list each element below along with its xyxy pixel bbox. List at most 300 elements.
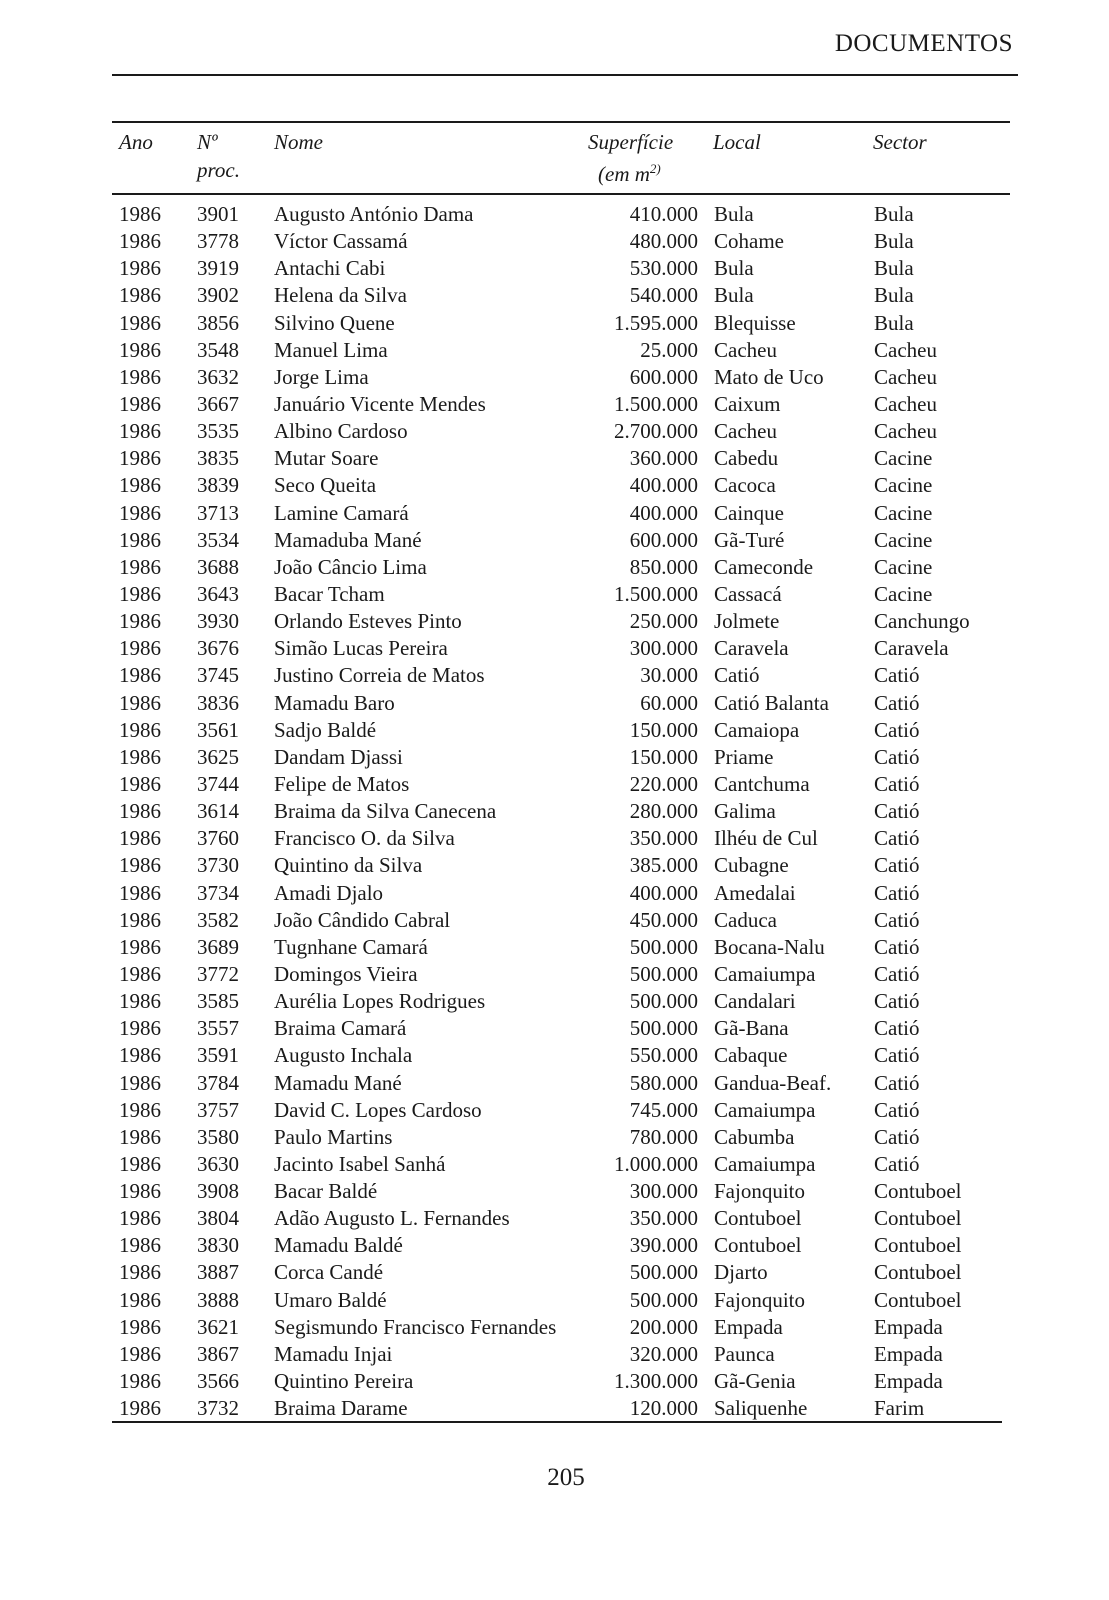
table-row (0, 907, 1109, 934)
cell-proc: 3535 (197, 419, 239, 444)
cell-proc: 3625 (197, 744, 239, 769)
cell-ano: 1986 (119, 1233, 161, 1258)
cell-ano: 1986 (119, 799, 161, 824)
cell-superficie: 500.000 (629, 1260, 698, 1285)
cell-superficie: 150.000 (629, 744, 698, 769)
cell-local: Cacheu (714, 419, 777, 444)
cell-ano: 1986 (119, 554, 161, 579)
cell-sector: Cacine (874, 473, 933, 498)
cell-ano: 1986 (119, 1206, 161, 1231)
cell-superficie: 480.000 (629, 229, 698, 254)
cell-nome: Jacinto Isabel Sanhá (274, 1151, 446, 1176)
cell-proc: 3614 (197, 799, 239, 824)
cell-superficie: 220.000 (629, 771, 698, 796)
cell-ano: 1986 (119, 1124, 161, 1149)
cell-superficie: 1.595.000 (614, 310, 698, 335)
cell-nome: João Cândido Cabral (274, 907, 451, 932)
cell-superficie: 450.000 (629, 907, 698, 932)
cell-proc: 3557 (197, 1016, 239, 1041)
cell-superficie: 1.500.000 (614, 581, 698, 606)
cell-superficie: 580.000 (629, 1070, 698, 1095)
table-row (0, 798, 1109, 825)
cell-superficie: 400.000 (629, 473, 698, 498)
cell-ano: 1986 (119, 1287, 161, 1312)
cell-local: Candalari (714, 989, 796, 1014)
cell-nome: Segismundo Francisco Fernandes (274, 1314, 557, 1339)
cell-proc: 3730 (197, 853, 239, 878)
cell-superficie: 745.000 (629, 1097, 698, 1122)
cell-local: Camaiumpa (714, 961, 816, 986)
cell-ano: 1986 (119, 1097, 161, 1122)
cell-proc: 3887 (197, 1260, 239, 1285)
cell-ano: 1986 (119, 364, 161, 389)
cell-nome: David C. Lopes Cardoso (274, 1097, 482, 1122)
cell-local: Cameconde (714, 554, 814, 579)
cell-nome: Albino Cardoso (274, 419, 408, 444)
cell-sector: Contuboel (874, 1260, 962, 1285)
cell-local: Cantchuma (714, 771, 810, 796)
table-row (0, 472, 1109, 499)
cell-local: Contuboel (714, 1233, 802, 1258)
cell-ano: 1986 (119, 636, 161, 661)
cell-ano: 1986 (119, 419, 161, 444)
table-row (0, 1341, 1109, 1368)
cell-nome: Adão Augusto L. Fernandes (274, 1206, 510, 1231)
cell-local: Bula (714, 283, 754, 308)
table-row (0, 527, 1109, 554)
cell-nome: Paulo Martins (274, 1124, 393, 1149)
cell-ano: 1986 (119, 1151, 161, 1176)
cell-nome: Lamine Camará (274, 500, 409, 525)
cell-ano: 1986 (119, 1369, 161, 1394)
cell-local: Cubagne (714, 853, 789, 878)
cell-sector: Bula (874, 310, 914, 335)
cell-superficie: 500.000 (629, 934, 698, 959)
cell-proc: 3632 (197, 364, 239, 389)
header-nome: Nome (274, 130, 323, 154)
cell-nome: Umaro Baldé (274, 1287, 387, 1312)
table-row (0, 662, 1109, 689)
table-row (0, 1015, 1109, 1042)
table-row (0, 581, 1109, 608)
cell-ano: 1986 (119, 744, 161, 769)
cell-local: Blequisse (714, 310, 796, 335)
table-row (0, 608, 1109, 635)
cell-sector: Cacheu (874, 419, 937, 444)
cell-sector: Cacine (874, 554, 933, 579)
table-row (0, 961, 1109, 988)
cell-proc: 3760 (197, 826, 239, 851)
cell-nome: Mamaduba Mané (274, 527, 422, 552)
cell-ano: 1986 (119, 1396, 161, 1421)
cell-sector: Contuboel (874, 1179, 962, 1204)
cell-ano: 1986 (119, 1314, 161, 1339)
cell-nome: Orlando Esteves Pinto (274, 609, 462, 634)
cell-proc: 3732 (197, 1396, 239, 1421)
cell-superficie: 60.000 (640, 690, 698, 715)
cell-sector: Bula (874, 256, 914, 281)
cell-local: Bula (714, 202, 754, 226)
table-row (0, 1042, 1109, 1069)
cell-local: Jolmete (714, 609, 780, 634)
cell-sector: Catió (874, 771, 920, 796)
cell-ano: 1986 (119, 1070, 161, 1095)
cell-local: Caduca (714, 907, 777, 932)
unit-prefix: (em m (598, 162, 650, 186)
cell-nome: Aurélia Lopes Rodrigues (274, 989, 486, 1014)
header-superficie: Superfície (588, 130, 674, 154)
cell-sector: Empada (874, 1341, 943, 1366)
table-row (0, 255, 1109, 282)
cell-superficie: 150.000 (629, 717, 698, 742)
table-header-rule (112, 193, 1010, 195)
cell-nome: Francisco O. da Silva (274, 826, 455, 851)
header-superficie-unit (598, 161, 661, 187)
cell-nome: Mamadu Mané (274, 1070, 402, 1095)
cell-superficie: 1.500.000 (614, 391, 698, 416)
cell-ano: 1986 (119, 527, 161, 552)
cell-nome: Manuel Lima (274, 337, 388, 362)
cell-nome: Braima Camará (274, 1016, 407, 1041)
cell-local: Bula (714, 256, 754, 281)
cell-superficie: 780.000 (629, 1124, 698, 1149)
cell-ano: 1986 (119, 500, 161, 525)
cell-local: Empada (714, 1314, 783, 1339)
cell-local: Ilhéu de Cul (714, 826, 818, 851)
table-top-rule (112, 121, 1010, 123)
cell-local: Gã-Bana (714, 1016, 789, 1041)
cell-sector: Catió (874, 1070, 920, 1095)
table-row (0, 1368, 1109, 1395)
cell-local: Fajonquito (714, 1179, 806, 1204)
cell-sector: Catió (874, 1016, 920, 1041)
cell-local: Catió (714, 663, 760, 688)
cell-superficie: 2.700.000 (614, 419, 698, 444)
table-row (0, 445, 1109, 472)
table-row (0, 418, 1109, 445)
table-row (0, 988, 1109, 1015)
header-local: Local (713, 130, 761, 154)
table-body (0, 201, 1109, 1422)
running-head: DOCUMENTOS (834, 30, 1013, 57)
header-no: Nº (197, 130, 218, 154)
cell-sector: Contuboel (874, 1287, 962, 1312)
cell-superficie: 250.000 (629, 609, 698, 634)
cell-nome: Sadjo Baldé (274, 717, 377, 742)
cell-ano: 1986 (119, 663, 161, 688)
cell-nome: Amadi Djalo (274, 880, 384, 905)
cell-superficie: 600.000 (629, 364, 698, 389)
cell-proc: 3778 (197, 229, 239, 254)
cell-ano: 1986 (119, 202, 161, 226)
cell-superficie: 350.000 (629, 826, 698, 851)
cell-local: Cassacá (714, 581, 782, 606)
cell-local: Gã-Genia (714, 1369, 796, 1394)
table-row (0, 852, 1109, 879)
cell-nome: Felipe de Matos (274, 771, 410, 796)
cell-superficie: 25.000 (640, 337, 698, 362)
cell-local: Mato de Uco (714, 364, 824, 389)
cell-nome: Antachi Cabi (274, 256, 386, 281)
table-row (0, 310, 1109, 337)
cell-sector: Bula (874, 283, 914, 308)
cell-ano: 1986 (119, 907, 161, 932)
cell-superficie: 390.000 (629, 1233, 698, 1258)
cell-sector: Catió (874, 1097, 920, 1122)
cell-nome: Silvino Quene (274, 310, 395, 335)
cell-ano: 1986 (119, 337, 161, 362)
cell-proc: 3621 (197, 1314, 239, 1339)
cell-sector: Catió (874, 744, 920, 769)
cell-sector: Catió (874, 853, 920, 878)
cell-superficie: 320.000 (629, 1341, 698, 1366)
cell-superficie: 400.000 (629, 880, 698, 905)
cell-proc: 3804 (197, 1206, 239, 1231)
cell-ano: 1986 (119, 1260, 161, 1285)
cell-proc: 3867 (197, 1341, 239, 1366)
cell-nome: Quintino da Silva (274, 853, 423, 878)
cell-proc: 3919 (197, 256, 239, 281)
cell-proc: 3745 (197, 663, 239, 688)
cell-proc: 3643 (197, 581, 239, 606)
cell-local: Cacheu (714, 337, 777, 362)
cell-local: Amedalai (714, 880, 796, 905)
table-row (0, 717, 1109, 744)
cell-superficie: 200.000 (629, 1314, 698, 1339)
cell-proc: 3667 (197, 391, 239, 416)
cell-local: Cohame (714, 229, 784, 254)
cell-proc: 3585 (197, 989, 239, 1014)
cell-sector: Bula (874, 202, 914, 226)
cell-proc: 3688 (197, 554, 239, 579)
table-row (0, 744, 1109, 771)
cell-sector: Catió (874, 961, 920, 986)
cell-superficie: 530.000 (629, 256, 698, 281)
cell-superficie: 1.300.000 (614, 1369, 698, 1394)
table-row (0, 1259, 1109, 1286)
unit-exponent: 2) (649, 161, 661, 176)
cell-local: Cabaque (714, 1043, 788, 1068)
table-row (0, 1178, 1109, 1205)
table-row (0, 934, 1109, 961)
cell-local: Fajonquito (714, 1287, 806, 1312)
cell-nome: Domingos Vieira (274, 961, 418, 986)
cell-proc: 3582 (197, 907, 239, 932)
cell-ano: 1986 (119, 880, 161, 905)
table-row (0, 337, 1109, 364)
header-ano: Ano (119, 130, 153, 154)
cell-superficie: 500.000 (629, 961, 698, 986)
cell-local: Priame (714, 744, 774, 769)
table-row (0, 1314, 1109, 1341)
cell-proc: 3908 (197, 1179, 239, 1204)
cell-local: Contuboel (714, 1206, 802, 1231)
cell-ano: 1986 (119, 446, 161, 471)
cell-proc: 3784 (197, 1070, 239, 1095)
cell-superficie: 360.000 (629, 446, 698, 471)
cell-local: Galima (714, 799, 776, 824)
cell-proc: 3561 (197, 717, 239, 742)
cell-nome: Augusto António Dama (274, 202, 474, 226)
cell-proc: 3836 (197, 690, 239, 715)
cell-nome: Mutar Soare (274, 446, 379, 471)
cell-superficie: 400.000 (629, 500, 698, 525)
cell-superficie: 850.000 (629, 554, 698, 579)
cell-sector: Contuboel (874, 1206, 962, 1231)
cell-nome: Quintino Pereira (274, 1369, 414, 1394)
cell-superficie: 350.000 (629, 1206, 698, 1231)
table-row (0, 1395, 1109, 1422)
cell-proc: 3734 (197, 880, 239, 905)
cell-proc: 3630 (197, 1151, 239, 1176)
cell-superficie: 280.000 (629, 799, 698, 824)
cell-proc: 3856 (197, 310, 239, 335)
cell-local: Cacoca (714, 473, 776, 498)
page-number: 205 (547, 1464, 585, 1491)
cell-ano: 1986 (119, 1341, 161, 1366)
cell-proc: 3930 (197, 609, 239, 634)
cell-proc: 3830 (197, 1233, 239, 1258)
cell-proc: 3902 (197, 283, 239, 308)
cell-ano: 1986 (119, 283, 161, 308)
cell-sector: Catió (874, 1043, 920, 1068)
cell-proc: 3888 (197, 1287, 239, 1312)
cell-local: Paunca (714, 1341, 775, 1366)
table-row (0, 1205, 1109, 1232)
cell-local: Caixum (714, 391, 781, 416)
table-row (0, 554, 1109, 581)
cell-ano: 1986 (119, 717, 161, 742)
table-row (0, 282, 1109, 309)
cell-nome: Braima da Silva Canecena (274, 799, 497, 824)
cell-superficie: 30.000 (640, 663, 698, 688)
cell-superficie: 500.000 (629, 1016, 698, 1041)
table-row (0, 391, 1109, 418)
cell-superficie: 1.000.000 (614, 1151, 698, 1176)
cell-nome: Bacar Baldé (274, 1179, 378, 1204)
cell-local: Gandua-Beaf. (714, 1070, 832, 1095)
table-header (0, 128, 1109, 188)
cell-superficie: 600.000 (629, 527, 698, 552)
cell-local: Saliquenhe (714, 1396, 808, 1421)
cell-nome: Corca Candé (274, 1260, 384, 1285)
cell-sector: Cacheu (874, 364, 937, 389)
cell-local: Catió Balanta (714, 690, 829, 715)
cell-ano: 1986 (119, 934, 161, 959)
cell-local: Cainque (714, 500, 784, 525)
table-row (0, 825, 1109, 852)
cell-ano: 1986 (119, 229, 161, 254)
cell-nome: Mamadu Baldé (274, 1233, 403, 1258)
cell-sector: Cacine (874, 446, 933, 471)
cell-nome: Simão Lucas Pereira (274, 636, 448, 661)
cell-nome: Víctor Cassamá (274, 229, 408, 254)
header-sector: Sector (873, 130, 927, 154)
cell-ano: 1986 (119, 1043, 161, 1068)
cell-nome: Augusto Inchala (274, 1043, 413, 1068)
table-row (0, 690, 1109, 717)
table-row (0, 1151, 1109, 1178)
cell-local: Cabumba (714, 1124, 795, 1149)
cell-proc: 3901 (197, 202, 239, 226)
cell-local: Djarto (714, 1260, 768, 1285)
cell-local: Cabedu (714, 446, 779, 471)
cell-superficie: 550.000 (629, 1043, 698, 1068)
cell-sector: Catió (874, 717, 920, 742)
cell-ano: 1986 (119, 961, 161, 986)
cell-proc: 3676 (197, 636, 239, 661)
table-row (0, 500, 1109, 527)
cell-nome: Seco Queita (274, 473, 377, 498)
cell-sector: Farim (874, 1396, 925, 1421)
table-row (0, 1287, 1109, 1314)
cell-sector: Cacheu (874, 391, 937, 416)
cell-nome: Januário Vicente Mendes (274, 391, 486, 416)
cell-proc: 3744 (197, 771, 239, 796)
table-row (0, 1097, 1109, 1124)
cell-nome: Mamadu Injai (274, 1341, 393, 1366)
cell-nome: Braima Darame (274, 1396, 408, 1421)
cell-sector: Catió (874, 880, 920, 905)
table-bottom-rule (112, 1421, 1002, 1423)
cell-ano: 1986 (119, 581, 161, 606)
cell-ano: 1986 (119, 609, 161, 634)
cell-proc: 3839 (197, 473, 239, 498)
table-row (0, 201, 1109, 228)
cell-nome: Tugnhane Camará (274, 934, 428, 959)
cell-sector: Catió (874, 934, 920, 959)
cell-sector: Contuboel (874, 1233, 962, 1258)
cell-ano: 1986 (119, 771, 161, 796)
header-proc: proc. (197, 158, 240, 182)
header-rule (112, 74, 1018, 76)
cell-sector: Catió (874, 1151, 920, 1176)
cell-sector: Catió (874, 690, 920, 715)
cell-sector: Cacine (874, 500, 933, 525)
table-row (0, 1124, 1109, 1151)
cell-sector: Empada (874, 1314, 943, 1339)
cell-ano: 1986 (119, 1179, 161, 1204)
cell-proc: 3548 (197, 337, 239, 362)
cell-ano: 1986 (119, 989, 161, 1014)
table-row (0, 880, 1109, 907)
cell-local: Caravela (714, 636, 789, 661)
table-row (0, 228, 1109, 255)
cell-proc: 3713 (197, 500, 239, 525)
cell-nome: Dandam Djassi (274, 744, 403, 769)
cell-proc: 3591 (197, 1043, 239, 1068)
table-row (0, 1070, 1109, 1097)
cell-sector: Catió (874, 663, 920, 688)
cell-sector: Cacine (874, 581, 933, 606)
cell-nome: Helena da Silva (274, 283, 407, 308)
cell-sector: Catió (874, 826, 920, 851)
cell-proc: 3580 (197, 1124, 239, 1149)
cell-superficie: 385.000 (629, 853, 698, 878)
cell-sector: Catió (874, 799, 920, 824)
cell-local: Camaiopa (714, 717, 800, 742)
cell-superficie: 300.000 (629, 636, 698, 661)
cell-nome: Jorge Lima (274, 364, 369, 389)
cell-proc: 3757 (197, 1097, 239, 1122)
cell-local: Gã-Turé (714, 527, 785, 552)
cell-sector: Bula (874, 229, 914, 254)
cell-ano: 1986 (119, 1016, 161, 1041)
cell-sector: Cacine (874, 527, 933, 552)
cell-proc: 3534 (197, 527, 239, 552)
cell-nome: Justino Correia de Matos (274, 663, 485, 688)
cell-superficie: 540.000 (629, 283, 698, 308)
